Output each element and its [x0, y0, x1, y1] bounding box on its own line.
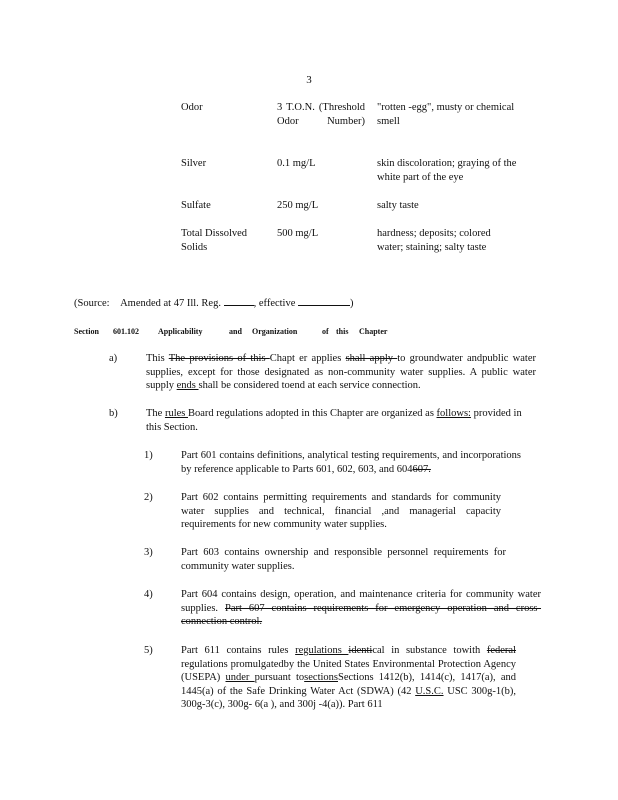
inserted-text: ends — [176, 380, 199, 391]
text-run: Part 611 contains rules — [181, 645, 296, 656]
inserted-text: regulations — [295, 645, 349, 656]
text-run: Part 604 contains design, operation, and maintenance criteria for community water supplies. — [181, 589, 541, 614]
inserted-text: , — [381, 505, 385, 517]
page-number: 3 — [306, 74, 312, 86]
blank-register — [224, 295, 254, 306]
paragraph-label: b) — [109, 408, 118, 419]
contaminant-effect: skin discoloration; graying of the white part of the eye — [377, 158, 517, 183]
section-title-word: Applicability — [158, 327, 203, 336]
list-item — [181, 449, 521, 476]
paragraph-label: a) — [109, 353, 118, 364]
paragraph-a — [146, 352, 536, 393]
section-title-word: Chapter — [359, 327, 388, 336]
paragraph-b — [146, 407, 526, 434]
text-run: The — [146, 408, 165, 419]
section-title-word: and — [229, 327, 242, 336]
text-run: USC 300g-1(b), 300g-3(c), 300g- 6(a ), and 300j -4(a)). Part 611 — [181, 685, 516, 710]
list-item — [181, 588, 541, 629]
text-run: Sections 1412(b), 1414(c), 1417(a), and 1445(a) of the Safe Drinking Water Act (SDWA) (42 — [181, 672, 516, 697]
source-effective: , effective — [253, 298, 296, 309]
text-run: provided in this Section. — [146, 408, 522, 433]
inserted-text: follows: — [436, 408, 471, 419]
contaminant-name: Total Dissolved Solids — [181, 228, 248, 253]
contaminant-effect: salty taste — [377, 200, 419, 211]
text-run: Chapt er applies — [269, 353, 346, 364]
contaminant-name: Odor — [181, 102, 203, 113]
section-title-word: Organization — [252, 327, 298, 336]
contaminant-effect: hardness; deposits; colored water; staining; salty taste — [377, 228, 491, 253]
item-number: 5) — [144, 645, 153, 656]
section-number: 601.102 — [113, 327, 139, 336]
list-item — [181, 491, 501, 532]
contaminant-limit: 500 mg/L — [277, 228, 319, 239]
deleted-text: shall apply — [345, 353, 398, 364]
inserted-text: under — [225, 672, 255, 683]
item-number: 3) — [144, 547, 153, 558]
list-item — [181, 546, 506, 573]
section-title-word: this — [336, 327, 349, 336]
text-run: This — [146, 353, 169, 364]
contaminant-name: Silver — [181, 158, 207, 169]
source-close: ) — [350, 298, 354, 309]
section-title-word: of — [322, 327, 329, 336]
contaminant-limit: 250 mg/L — [277, 200, 319, 211]
source-text: Amended at 47 Ill. Reg. — [120, 298, 221, 309]
item-number: 1) — [144, 450, 153, 461]
deleted-text: The provisions of this — [168, 353, 270, 364]
section-heading — [74, 325, 394, 337]
text-run: Board regulations adopted in this Chapter are organized as — [188, 408, 437, 419]
item-number: 4) — [144, 589, 153, 600]
deleted-text: federal — [486, 645, 517, 656]
source-prefix: (Source: — [74, 298, 110, 309]
inserted-text: sections — [304, 672, 338, 683]
inserted-text: rules — [164, 408, 188, 419]
deleted-text: identi — [348, 645, 373, 656]
text-run: Part 602 contains permitting requirements and standards for community water supplies and technical, financial — [181, 492, 501, 517]
contaminant-limit: 3 T.O.N. (Threshold Odor Number) — [277, 102, 365, 127]
text-run: Part 603 contains ownership and responsible personnel requirements for community water supplies. — [181, 547, 506, 572]
blank-effective-date — [298, 295, 350, 306]
contaminant-effect: "rotten -egg", musty or chemical smell — [377, 102, 515, 127]
contaminant-name: Sulfate — [181, 200, 211, 211]
section-label: Section — [74, 327, 99, 336]
text-run: and managerial capacity requirements for new community water supplies. — [181, 505, 501, 530]
text-run: regulations promulgatedby the United States Environmental Protection Agency (USEPA) — [181, 658, 516, 683]
text-run: cal in substance towith — [372, 645, 487, 656]
list-item — [181, 644, 516, 712]
contaminant-limit: 0.1 mg/L — [277, 158, 316, 169]
text-run: Part 601 contains definitions, analytical testing requirements, and incorporations by reference applicable to Parts 601, 602, 603, and 604 — [181, 450, 521, 475]
deleted-text: 607. — [412, 463, 431, 475]
text-run: shall be considered toend at each service connection. — [198, 380, 421, 391]
item-number: 2) — [144, 492, 153, 503]
inserted-text: U.S.C. — [415, 685, 444, 697]
text-run: pursuant to — [254, 672, 305, 683]
deleted-text: Part 607 contains requirements for emergency operation and cross-connection control. — [181, 602, 542, 627]
source-note — [74, 295, 404, 311]
text-run: to groundwater andpublic water supplies, except for those designated as non-community water supplies. A public water supply — [146, 353, 536, 391]
